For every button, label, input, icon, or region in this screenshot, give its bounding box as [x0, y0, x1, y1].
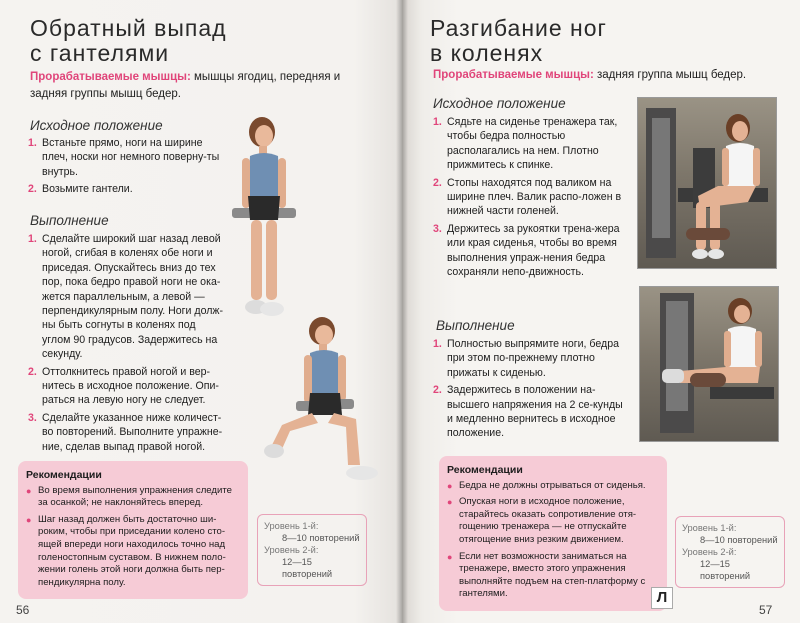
list-item: ● Во время выполнения упражнения следите за осанкой; не наклоняйтесь вперед. [26, 485, 240, 510]
step-text: Стопы находятся под валиком на ширине плеч. Валик распо-ложен в нижней части голеней. [447, 176, 622, 218]
right-exec-heading: Выполнение [436, 318, 515, 333]
leg-extension-start-photo [637, 97, 777, 269]
list-item [28, 182, 228, 196]
list-item [28, 411, 226, 454]
book-spine-shadow [396, 0, 408, 623]
list-item: ● Если нет возможности заниматься на тренажере, вместо этого упражнения выполняйте подъем на степ-платформу с гантелями. [447, 551, 659, 601]
right-rec-heading: Рекомендации [447, 464, 523, 476]
list-item: ● Бедра не должны отрываться от сиденья. [447, 480, 659, 493]
right-title-line-2: в коленях [430, 40, 544, 66]
right-recommendations-box [439, 456, 667, 611]
list-item [433, 337, 631, 380]
step-text: Сядьте на сиденье тренажера так, чтобы бедра полностью располагались на нем. Плотно прижмитесь к спинке. [447, 116, 618, 172]
list-item: ● Шаг назад должен быть достаточно ши-роким, чтобы при приседании колено сто-ящей впереди ноги находилось точно над голеностопным суставом. В нижнем поло-жении голень этой ноги должна быть пер-пендикулярна полу. [26, 514, 240, 590]
right-page-number: 57 [759, 603, 773, 617]
right-exec-steps [433, 337, 631, 444]
list-item [433, 222, 631, 280]
list-item [28, 136, 228, 179]
right-start-steps [433, 115, 631, 282]
right-page [402, 0, 800, 623]
step-number: 3. [433, 222, 442, 235]
right-levels-box [675, 516, 785, 588]
left-rec-heading: Рекомендации [26, 469, 102, 481]
level-reps: 8—10 повторений [700, 535, 778, 545]
right-start-heading: Исходное положение [433, 96, 566, 111]
left-exercise-title [30, 16, 227, 66]
step-number: 3. [28, 411, 37, 424]
left-muscles-block [30, 69, 370, 103]
list-item: ● Опуская ноги в исходное положение, старайтесь оказать сопротивление отя-гощению тренажера — не отпускайте отягощение вниз резким движением. [447, 496, 659, 546]
left-title-line-2: с гантелями [30, 40, 170, 66]
level-reps: 12—15 повторений [282, 557, 333, 579]
level-reps: 8—10 повторений [282, 533, 360, 543]
right-title-line-1: Разгибание ног [430, 15, 607, 41]
step-text: Держитесь за рукоятки трена-жера или края сиденья, чтобы во время выполнения упраж-нения бедра сохраняли непо-движность. [447, 222, 620, 279]
left-exec-steps [28, 232, 226, 457]
step-text: Оттолкнитесь правой ногой и вер-нитесь в исходное положение. Опи-раться на левую ногу не следует. [42, 365, 219, 407]
level-label: Уровень 2-й: [264, 545, 319, 555]
left-recommendations-box [18, 461, 248, 599]
right-exercise-title [430, 16, 607, 66]
step-text: Встаньте прямо, ноги на ширине плеч, носки ног немного поверну-ты внутрь. [42, 137, 220, 178]
step-number: 1. [28, 233, 37, 245]
left-muscles-text: мышцы ягодиц, передняя и задняя группы мышц бедер. [30, 71, 341, 100]
left-start-heading: Исходное положение [30, 118, 163, 133]
list-item [433, 115, 631, 173]
left-page-number: 56 [16, 603, 30, 617]
step-number: 2. [433, 384, 442, 397]
list-item [28, 365, 226, 408]
right-muscles-text: задняя группа мышц бедер. [597, 69, 747, 81]
step-text: Сделайте указанное ниже количест-во повторений. Выполните упражне-ние, сделав выпад правой ногой. [42, 411, 223, 453]
level-label: Уровень 2-й: [682, 547, 737, 557]
step-text: Задержитесь в положении на-высшего напряжения на 2 се-кунды и медленно вернитесь в исходное положение. [447, 384, 623, 440]
list-item [433, 176, 631, 219]
step-number: 2. [433, 176, 442, 189]
step-number: 2. [28, 183, 37, 196]
left-levels-box [257, 514, 367, 586]
machine-start-illustration [638, 98, 777, 269]
leg-extension-finish-photo [639, 286, 779, 442]
right-muscles-block [433, 67, 783, 84]
left-title-line-1: Обратный выпад [30, 15, 227, 41]
list-item [28, 232, 226, 362]
step-number: 2. [28, 365, 37, 378]
step-number: 1. [28, 137, 37, 149]
left-start-steps [28, 136, 228, 200]
level-label: Уровень 1-й: [264, 521, 319, 531]
publisher-logo-icon: Л [651, 587, 673, 609]
level-label: Уровень 1-й: [682, 523, 737, 533]
woman-lunge-illustration [256, 315, 386, 490]
left-muscles-label: Прорабатываемые мышцы: [30, 71, 191, 83]
step-text: Полностью выпрямите ноги, бедра при этом по-прежнему плотно прижаты к сиденью. [447, 338, 619, 379]
step-text: Сделайте широкий шаг назад левой ногой, сгибая в коленях обе ноги и приседая. Опускайтесь вниз до тех пор, пока бедро правой ноги не ока-жется параллельным, а левой — перпендикулярным полу. Ноги долж-ны быть согнуты в коленях под углом 90 градусов. Задержитесь на секунду. [42, 233, 224, 361]
list-item [433, 383, 631, 441]
step-number: 1. [433, 338, 442, 350]
left-rec-list [26, 485, 240, 590]
right-rec-list [447, 480, 659, 601]
step-number: 1. [433, 116, 442, 128]
left-exec-heading: Выполнение [30, 213, 109, 228]
machine-finish-illustration [640, 287, 779, 442]
level-reps: 12—15 повторений [700, 559, 751, 581]
step-text: Возьмите гантели. [42, 183, 133, 196]
woman-standing-illustration [228, 112, 300, 324]
right-muscles-label: Прорабатываемые мышцы: [433, 69, 594, 81]
